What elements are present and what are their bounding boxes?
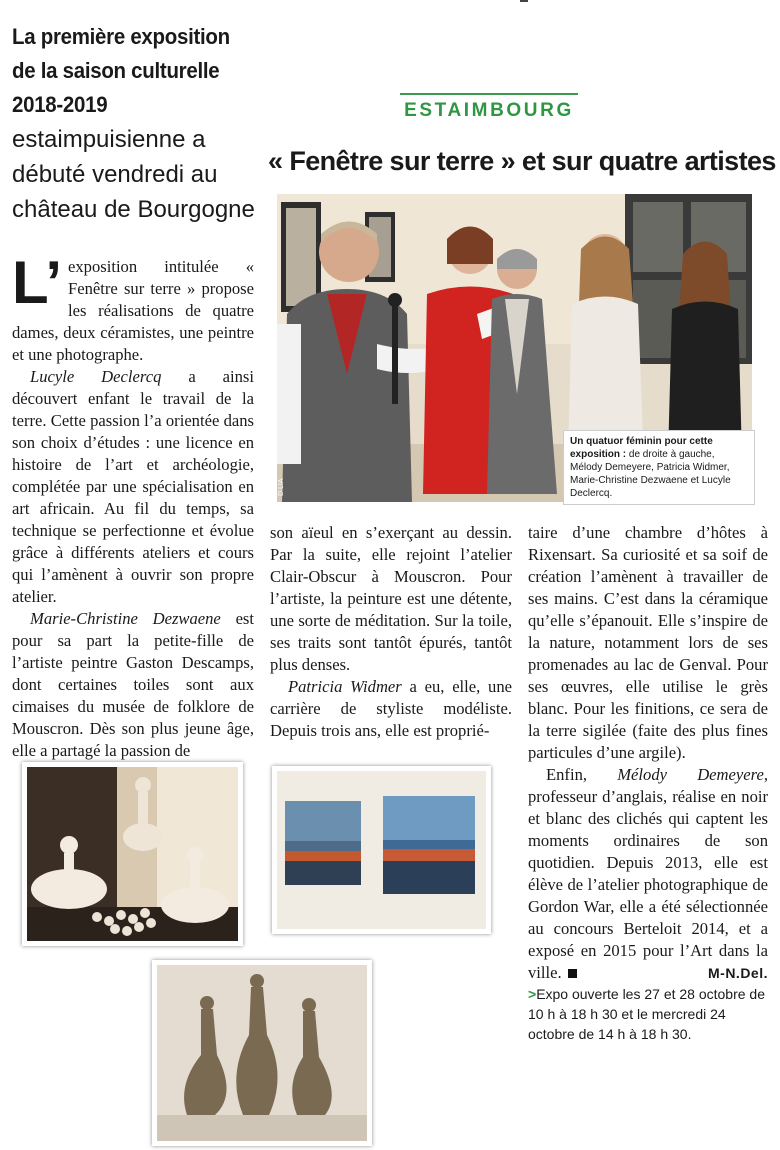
paragraph: Enfin, xyxy=(546,765,618,784)
article-column-2 xyxy=(270,522,512,742)
photo-paintings xyxy=(272,766,491,934)
article-column-1 xyxy=(12,249,254,762)
headline: « Fenêtre sur terre » et sur quatre artistes xyxy=(268,146,776,176)
paragraph: a eu, elle, une carrière de styliste modéliste. Depuis trois ans, elle est proprié- xyxy=(270,677,513,740)
caption-bold: Un quatuor féminin pour cette exposition : xyxy=(570,436,713,460)
paintings-illustration xyxy=(277,771,486,929)
photo-credit: D.LIA xyxy=(278,478,285,496)
paragraph: a ainsi découvert enfant le travail de la terre. Cette passion l’a orientée dans son choix d’études : une licence en histoire de l’art et archéologie, complétée par une spécialisation en art africain. Au fil du temps, sa technique se perfectionne et évolue grâce à différents ateliers et cours qui l’amènent à ouvrir son propre atelier. xyxy=(12,367,254,606)
exhibition-info xyxy=(528,984,772,1044)
ceramics-illustration xyxy=(27,767,238,941)
intro-line: château de Bourgogne xyxy=(12,196,255,223)
intro-line: 2018-2019 xyxy=(12,92,108,117)
intro-line: La première exposition xyxy=(12,24,230,49)
artist-name: Marie-Christine Dezwaene xyxy=(30,609,221,628)
artist-name: Mélody Demeyere xyxy=(617,765,764,784)
paragraph: son aïeul en s’exerçant au dessin. Par la suite, elle rejoint l’atelier Clair-Obscur à Mouscron. Pour l’artiste, la peinture est une détente, une sorte de méditation. Sur la toile, ses traits sont tantôt épurés, tantôt plus denses. xyxy=(270,523,512,674)
photo-caption xyxy=(563,430,755,505)
artist-name: Lucyle Declercq xyxy=(30,367,162,386)
dropcap: L’ xyxy=(12,249,63,316)
section-kicker xyxy=(400,93,578,122)
paragraph: , professeur d’anglais, réalise en noir et blanc des clichés qui captent les moments ordinaires de son quotidien. Depuis 2013, elle est élève de l’atelier photographique de Gordon War, elle a été sélectionnée au concours Berteloit 2014, et a exposé en 2015 pour l’Art dans la ville. xyxy=(528,765,768,982)
article-column-3 xyxy=(528,522,768,984)
intro-lede xyxy=(12,20,274,227)
end-mark xyxy=(568,969,577,978)
kicker-label: ESTAIMBOURG xyxy=(404,100,574,121)
info-text: Expo ouverte les 27 et 28 octobre de 10 h à 18 h 30 et le mercredi 24 octobre de 14 h à 18 h 30. xyxy=(528,986,766,1042)
intro-line: débuté vendredi au xyxy=(12,161,218,188)
sculptures-illustration xyxy=(157,965,367,1141)
caption-text: de droite à gauche, Mélody Demeyere, Patricia Widmer, Marie-Christine Dezwaene et Lucyle Declercq. xyxy=(570,449,731,499)
top-mark xyxy=(520,0,528,2)
intro-line: de la saison culturelle xyxy=(12,58,220,83)
artist-name: Patricia Widmer xyxy=(288,677,402,696)
photo-sculptures xyxy=(152,960,372,1146)
paragraph: exposition intitulée « Fenêtre sur terre » propose les réalisations de quatre dames, deux céramistes, une peintre et une photographe. xyxy=(12,257,254,364)
author-signature: M-N.Del. xyxy=(708,965,768,981)
intro-line: estaimpuisienne a xyxy=(12,126,206,153)
paragraph: est pour sa part la petite-fille de l’artiste peintre Gaston Descamps, dont certaines toiles sont aux cimaises du musée de folklore de Mouscron. Dès son plus jeune âge, elle a partagé la passion de xyxy=(12,609,254,760)
paragraph: taire d’une chambre d’hôtes à Rixensart. Sa curiosité et sa soif de création l’amènent à travailler de ses mains. C’est dans la céramique qu’elle s’épanouit. Elle s’inspire de la nature, notamment lors de ses promenades au lac de Genval. Pour ses œuvres, elle utilise le grès blanc. Pour les finitions, ce sera de la terre sigilée (faite des plus fines particules d’une argile). xyxy=(528,523,768,762)
info-arrow-icon: > xyxy=(528,986,537,1002)
photo-ceramics xyxy=(22,762,243,946)
